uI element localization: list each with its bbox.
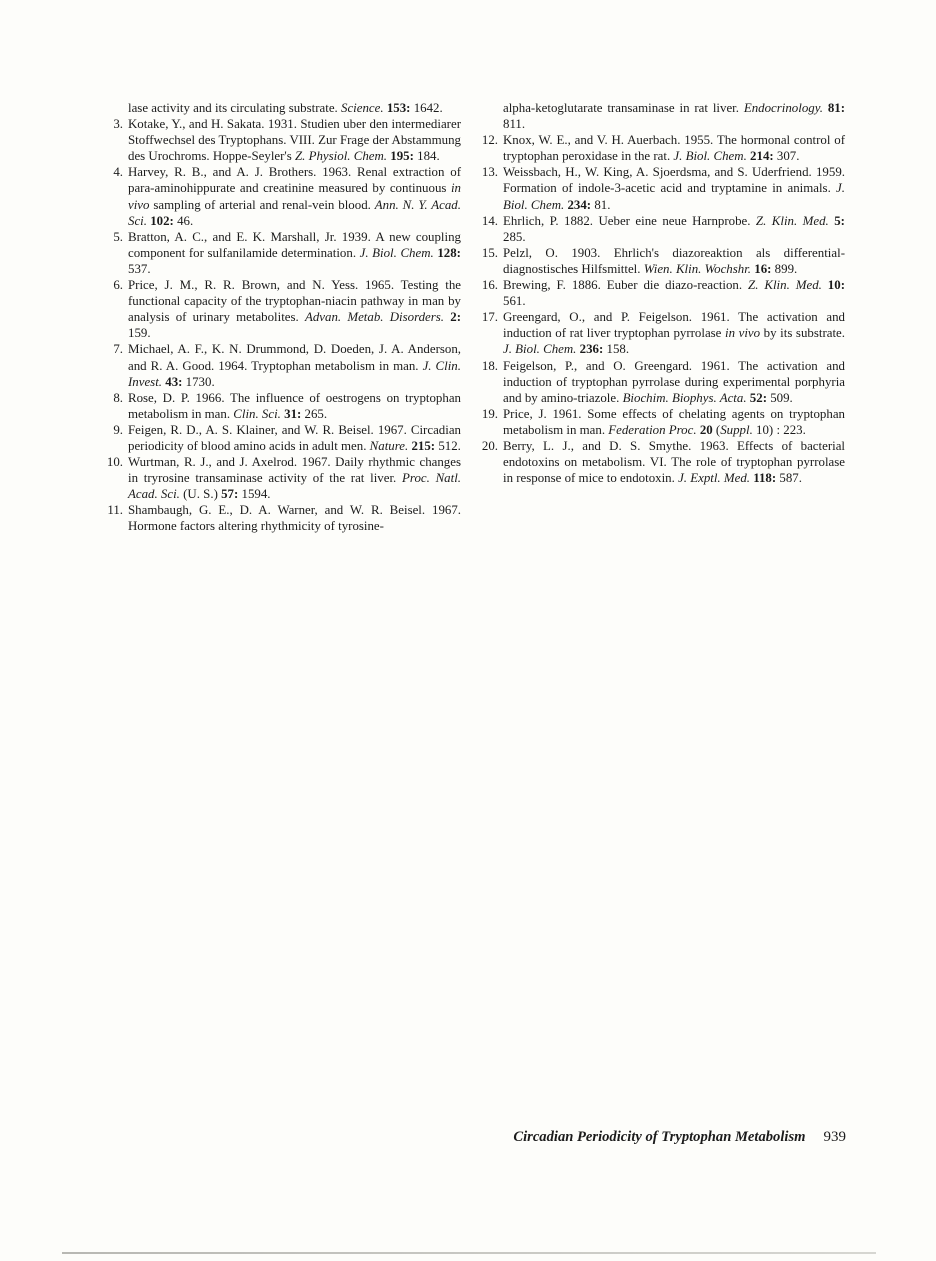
reference-item	[104, 422, 461, 454]
reference-number	[104, 100, 128, 116]
reference-number: 6.	[113, 278, 123, 293]
reference-item	[479, 277, 845, 309]
reference-text: Knox, W. E., and V. H. Auerbach. 1955. The hormonal control of tryptophan peroxidase in the rat. J. Biol. Chem. 214: 307.	[503, 133, 845, 164]
reference-number: 17.	[481, 310, 498, 325]
reference-text: Wurtman, R. J., and J. Axelrod. 1967. Daily rhythmic changes in tryrosine transaminase activity of the rat liver. Proc. Natl. Acad. Sci. (U. S.) 57: 1594.	[128, 455, 462, 502]
reference-number: 11.	[107, 503, 123, 518]
reference-text: lase activity and its circulating substrate. Science. 153: 1642.	[128, 101, 443, 115]
reference-text: Greengard, O., and P. Feigelson. 1961. The activation and induction of rat liver tryptophan pyrrolase in vivo by its substrate. J. Biol. Chem. 236: 158.	[503, 310, 845, 357]
reference-item	[479, 438, 845, 486]
reference-number: 12.	[481, 133, 498, 148]
reference-number	[479, 100, 503, 132]
scan-edge-line	[62, 1252, 876, 1254]
reference-number: 4.	[113, 165, 123, 180]
reference-text: Price, J. 1961. Some effects of chelating agents on tryptophan metabolism in man. Federation Proc. 20 (Suppl. 10) : 223.	[503, 406, 845, 437]
reference-text: Ehrlich, P. 1882. Ueber eine neue Harnprobe. Z. Klin. Med. 5: 285.	[503, 213, 845, 244]
reference-number: 8.	[113, 390, 123, 405]
reference-number: 15.	[481, 245, 498, 260]
reference-text: Price, J. M., R. R. Brown, and N. Yess. 1965. Testing the functional capacity of the tryptophan-niacin pathway in man by analysis of urinary metabolites. Advan. Metab. Disorders. 2: 159.	[128, 278, 461, 341]
references-column-left	[104, 100, 461, 535]
reference-item	[479, 358, 845, 406]
reference-item	[479, 100, 845, 132]
reference-text: Rose, D. P. 1966. The influence of oestrogens on tryptophan metabolism in man. Clin. Sci. 31: 265.	[128, 390, 461, 421]
reference-text: Feigen, R. D., A. S. Klainer, and W. R. Beisel. 1967. Circadian periodicity of blood amino acids in adult men. Nature. 215: 512.	[128, 422, 461, 453]
reference-text: Brewing, F. 1886. Euber die diazo-reaction. Z. Klin. Med. 10: 561.	[503, 278, 845, 309]
reference-item	[104, 454, 461, 502]
reference-item	[479, 245, 845, 277]
reference-number: 7.	[113, 342, 123, 357]
running-title: Circadian Periodicity of Tryptophan Metabolism	[513, 1129, 806, 1145]
reference-item	[104, 116, 461, 164]
reference-number: 20.	[481, 438, 498, 453]
reference-text: alpha-ketoglutarate transaminase in rat liver. Endocrinology. 81: 811.	[503, 101, 845, 132]
reference-item	[104, 277, 461, 341]
reference-item	[479, 406, 845, 438]
reference-number: 13.	[481, 165, 498, 180]
reference-item	[104, 390, 461, 422]
reference-text: Berry, L. J., and D. S. Smythe. 1963. Effects of bacterial endotoxins on metabolism. VI. The role of tryptophan pyrrolase in response of mice to endotoxin. J. Exptl. Med. 118: 587.	[503, 438, 845, 486]
reference-text: Michael, A. F., K. N. Drummond, D. Doeden, J. A. Anderson, and R. A. Good. 1964. Tryptophan metabolism in man. J. Clin. Invest. 43: 1730.	[128, 342, 461, 389]
reference-text: Shambaugh, G. E., D. A. Warner, and W. R. Beisel. 1967. Hormone factors altering rhythmicity of tyrosine-	[128, 503, 461, 534]
reference-item	[479, 132, 845, 164]
references-section	[104, 100, 845, 535]
reference-item	[104, 100, 461, 116]
reference-number: 18.	[481, 358, 498, 373]
reference-text: Kotake, Y., and H. Sakata. 1931. Studien uber den intermediarer Stoffwechsel des Tryptophans. VIII. Zur Frage der Abstammung des Urochroms. Hoppe-Seyler's Z. Physiol. Chem. 195: 184.	[128, 117, 461, 164]
references-column-right	[479, 100, 845, 535]
reference-number: 10.	[106, 455, 123, 470]
reference-number: 9.	[113, 422, 123, 437]
reference-item	[104, 341, 461, 389]
reference-text: Feigelson, P., and O. Greengard. 1961. The activation and induction of tryptophan pyrrolase during experimental porphyria and by amino-triazole. Biochim. Biophys. Acta. 52: 509.	[503, 358, 845, 405]
reference-text: Harvey, R. B., and A. J. Brothers. 1963. Renal extraction of para-aminohippurate and creatinine measured by continuous in vivo sampling of arterial and renal-vein blood. Ann. N. Y. Acad. Sci. 102: 46.	[128, 165, 461, 228]
reference-text: Pelzl, O. 1903. Ehrlich's diazoreaktion als differential-diagnostisches Hilfsmittel. Wien. Klin. Wochshr. 16: 899.	[503, 245, 845, 276]
reference-item	[479, 213, 845, 245]
reference-text: Weissbach, H., W. King, A. Sjoerdsma, and S. Uderfriend. 1959. Formation of indole-3-acetic acid and tryptamine in animals. J. Biol. Chem. 234: 81.	[503, 165, 845, 212]
reference-item	[104, 164, 461, 228]
reference-number: 16.	[481, 278, 498, 293]
reference-number: 5.	[113, 229, 123, 244]
reference-item	[479, 309, 845, 357]
reference-number: 14.	[481, 213, 498, 228]
reference-number: 19.	[481, 406, 498, 421]
reference-item	[104, 502, 461, 534]
page-footer	[513, 1128, 846, 1146]
page-number: 939	[823, 1129, 846, 1145]
reference-item	[479, 164, 845, 212]
reference-number: 3.	[113, 117, 123, 132]
reference-item	[104, 229, 461, 277]
reference-text: Bratton, A. C., and E. K. Marshall, Jr. 1939. A new coupling component for sulfanilamide determination. J. Biol. Chem. 128: 537.	[128, 229, 461, 276]
